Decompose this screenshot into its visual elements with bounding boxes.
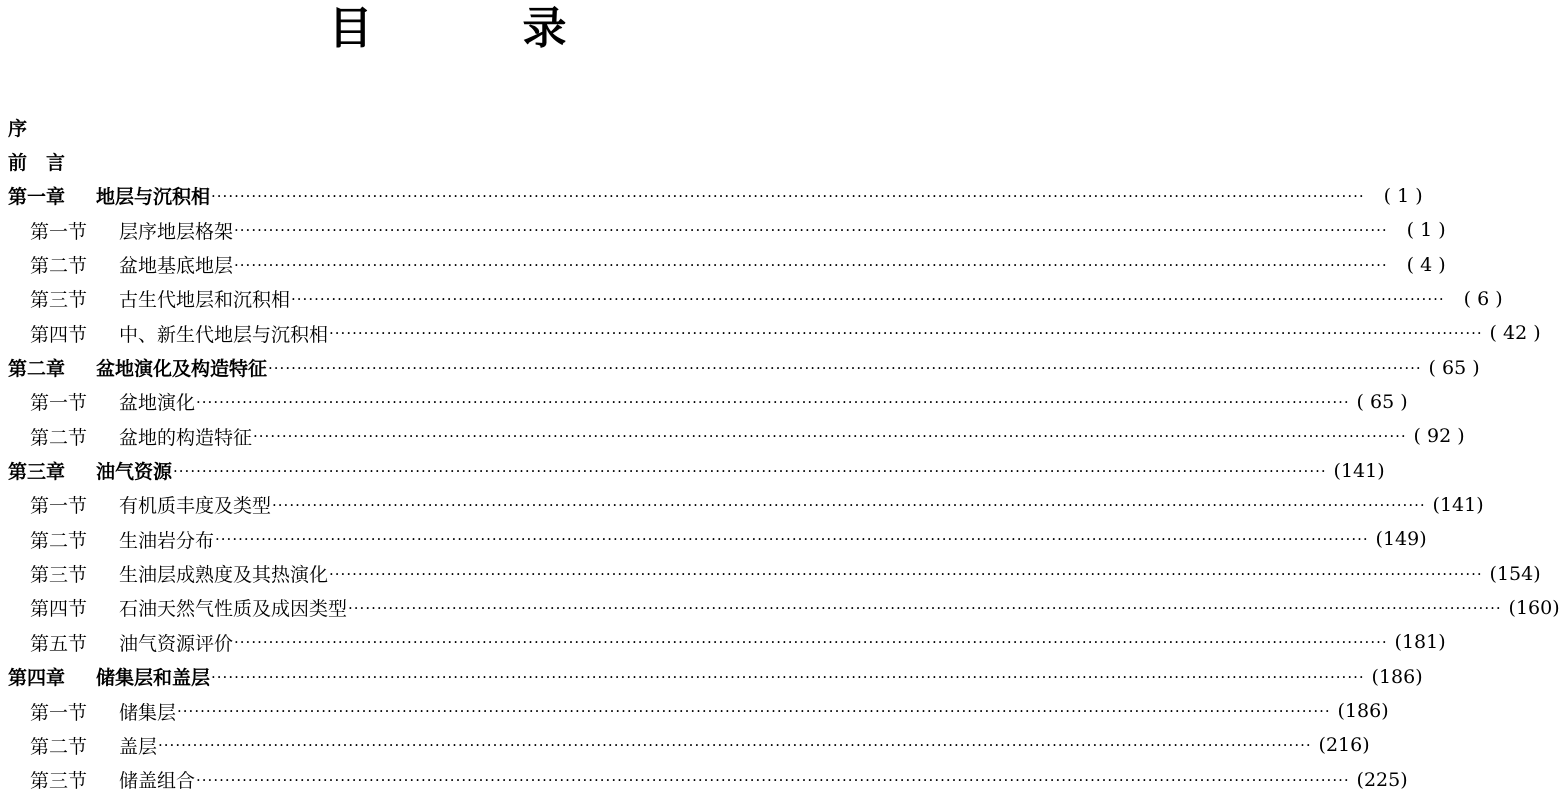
toc-section-row[interactable] <box>0 591 1560 625</box>
chapter-number: 第二章 <box>8 358 66 381</box>
page-number: ( 6 ) <box>1463 287 1503 310</box>
toc-chapter-row[interactable] <box>0 350 1480 384</box>
toc-section-row[interactable] <box>0 763 1408 797</box>
toc-entry-label <box>30 388 195 415</box>
toc-section-row[interactable] <box>0 316 1541 350</box>
entry-title: 地层与沉积相 <box>96 186 211 209</box>
page-number: ( 4 ) <box>1406 253 1446 276</box>
dot-leader: ········································································································································································································ <box>211 667 1365 686</box>
section-number: 第三节 <box>30 564 88 587</box>
toc-entry-label <box>30 526 214 553</box>
page-number: (154) <box>1489 562 1541 585</box>
toc-entry-label <box>30 251 233 278</box>
section-number: 第一节 <box>30 495 88 518</box>
entry-title: 储集层和盖层 <box>96 667 211 690</box>
toc-entry-label <box>30 629 233 656</box>
dot-leader: ········································································································································································································ <box>348 598 1502 617</box>
toc-entry-label <box>30 766 195 793</box>
page-number: (225) <box>1356 768 1408 791</box>
toc-section-row[interactable] <box>0 694 1389 728</box>
toc-entry-label <box>8 457 172 484</box>
page-number: (149) <box>1375 528 1427 551</box>
toc-front-foreword[interactable] <box>0 144 895 178</box>
page-number: ( 65 ) <box>1428 356 1480 379</box>
dot-leader: ········································································································································································································ <box>211 186 1365 205</box>
entry-title: 盆地演化 <box>119 392 196 415</box>
section-number: 第三节 <box>30 289 88 312</box>
dot-leader: ········································································································································································································ <box>234 255 1388 274</box>
title-char-left: 目 <box>328 3 373 54</box>
entry-title: 层序地层格架 <box>119 220 234 243</box>
toc-entry-label <box>30 320 328 347</box>
toc-section-row[interactable] <box>0 282 1503 316</box>
entry-title: 盆地基底地层 <box>119 255 234 278</box>
dot-leader: ········································································································································································································ <box>329 324 1483 343</box>
toc-entry-label <box>8 182 210 209</box>
toc-section-row[interactable] <box>0 488 1484 522</box>
entry-title: 油气资源评价 <box>119 632 234 655</box>
page-number: (160) <box>1508 596 1560 619</box>
dot-leader: ········································································································································································································ <box>196 392 1350 411</box>
page-number: ( 1 ) <box>1406 219 1446 242</box>
page-number: (141) <box>1333 459 1385 482</box>
section-number: 第四节 <box>30 598 88 621</box>
dot-leader: ········································································································································································································ <box>177 702 1331 721</box>
dot-leader: ········································································································································································································ <box>173 461 1327 480</box>
page-number: (186) <box>1337 700 1389 723</box>
page-title <box>0 2 895 56</box>
toc-entry-label <box>8 663 210 690</box>
entry-title: 油气资源 <box>96 461 173 484</box>
toc-entry-label <box>30 698 176 725</box>
entry-title: 储盖组合 <box>119 770 196 793</box>
entry-title: 盆地的构造特征 <box>119 426 253 449</box>
page-number: ( 65 ) <box>1356 390 1408 413</box>
chapter-number: 第三章 <box>8 461 66 484</box>
toc-front-preface[interactable] <box>0 110 895 144</box>
toc-section-row[interactable] <box>0 247 1446 281</box>
toc-section-row[interactable] <box>0 625 1446 659</box>
toc-section-row[interactable] <box>0 728 1370 762</box>
entry-title: 中、新生代地层与沉积相 <box>119 323 329 346</box>
entry-title: 生油岩分布 <box>119 529 215 552</box>
entry-title: 古生代地层和沉积相 <box>119 289 291 312</box>
title-char-right: 录 <box>522 3 567 54</box>
section-number: 第五节 <box>30 632 88 655</box>
section-number: 第一节 <box>30 392 88 415</box>
toc-entry-label <box>30 560 328 587</box>
chapter-number: 第一章 <box>8 186 66 209</box>
dot-leader: ········································································································································································································ <box>158 736 1312 755</box>
dot-leader: ········································································································································································································ <box>268 358 1422 377</box>
entry-title: 盆地演化及构造特征 <box>96 358 268 381</box>
table-of-contents <box>0 110 1560 797</box>
toc-entry-label <box>30 285 290 312</box>
section-number: 第二节 <box>30 735 88 758</box>
toc-entry-label <box>30 491 271 518</box>
toc-entry-label <box>30 423 252 450</box>
section-number: 第二节 <box>30 426 88 449</box>
page-number: ( 1 ) <box>1383 184 1423 207</box>
dot-leader: ········································································································································································································ <box>329 564 1483 583</box>
dot-leader: ········································································································································································································ <box>234 633 1388 652</box>
page-number: (216) <box>1318 734 1370 757</box>
entry-title: 盖层 <box>119 735 158 758</box>
toc-section-row[interactable] <box>0 556 1541 590</box>
toc-entry-label <box>30 732 157 759</box>
toc-entry-label <box>30 217 233 244</box>
section-number: 第二节 <box>30 529 88 552</box>
entry-title: 储集层 <box>119 701 177 724</box>
entry-title: 生油层成熟度及其热演化 <box>119 564 329 587</box>
page-number: (181) <box>1394 631 1446 654</box>
toc-chapter-row[interactable] <box>0 660 1423 694</box>
entry-title: 有机质丰度及类型 <box>119 495 272 518</box>
section-number: 第二节 <box>30 255 88 278</box>
page-number: (141) <box>1432 493 1484 516</box>
toc-chapter-row[interactable] <box>0 453 1385 487</box>
toc-section-row[interactable] <box>0 419 1465 453</box>
dot-leader: ········································································································································································································ <box>196 770 1350 789</box>
section-number: 第一节 <box>30 220 88 243</box>
entry-title: 石油天然气性质及成因类型 <box>119 598 348 621</box>
section-number: 第一节 <box>30 701 88 724</box>
dot-leader: ········································································································································································································ <box>215 530 1369 549</box>
toc-entry-label <box>8 354 267 381</box>
toc-entry-label <box>30 594 347 621</box>
toc-section-row[interactable] <box>0 522 1427 556</box>
page-number: (186) <box>1371 665 1423 688</box>
toc-section-row[interactable] <box>0 385 1408 419</box>
page-number: ( 92 ) <box>1413 425 1465 448</box>
page-number: ( 42 ) <box>1489 322 1541 345</box>
section-number: 第三节 <box>30 770 88 793</box>
chapter-number: 第四章 <box>8 667 66 690</box>
dot-leader: ········································································································································································································ <box>234 221 1388 240</box>
dot-leader: ········································································································································································································ <box>272 495 1426 514</box>
toc-chapter-row[interactable] <box>0 179 1423 213</box>
dot-leader: ········································································································································································································ <box>253 427 1407 446</box>
toc-section-row[interactable] <box>0 213 1446 247</box>
dot-leader: ········································································································································································································ <box>291 289 1445 308</box>
toc-front-label: 前 言 <box>8 152 66 175</box>
toc-front-label: 序 <box>8 117 28 140</box>
section-number: 第四节 <box>30 323 88 346</box>
